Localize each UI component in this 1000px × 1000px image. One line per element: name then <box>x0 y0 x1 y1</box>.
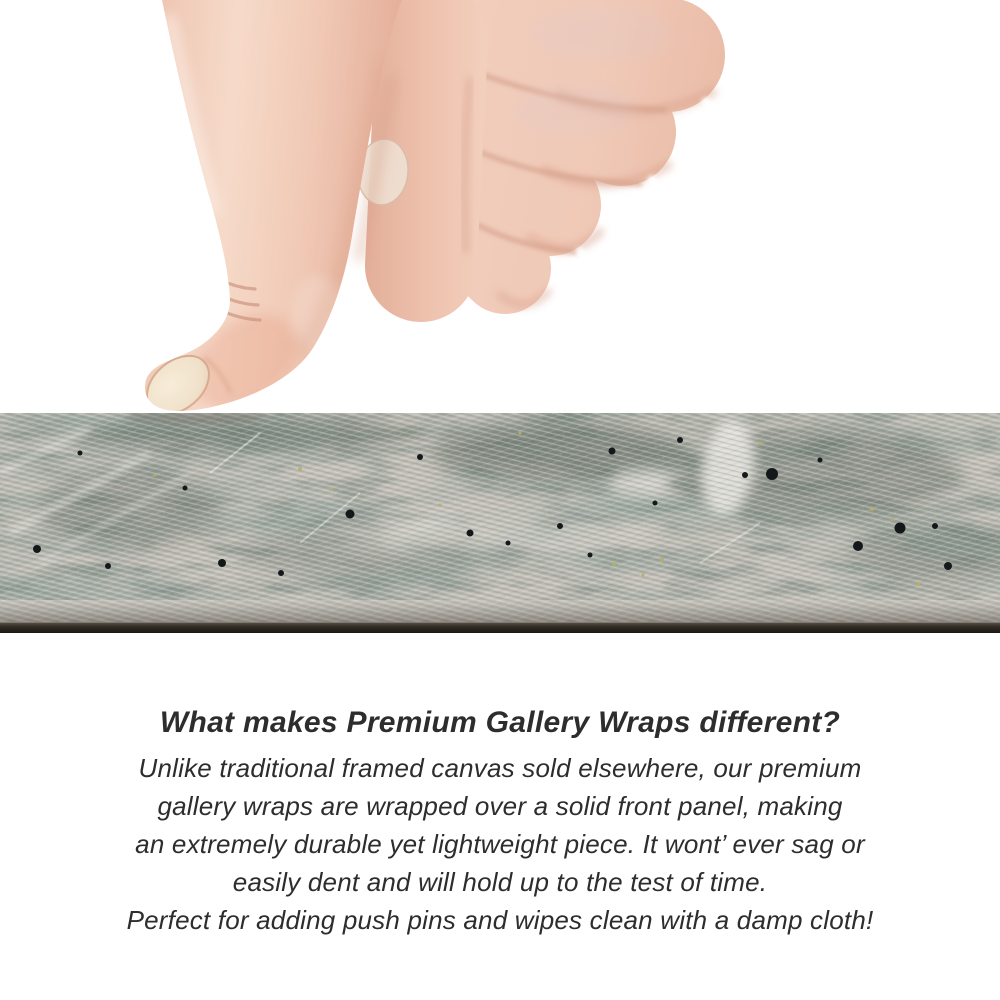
weave-layer-2 <box>0 413 1000 622</box>
caption-block <box>0 706 1000 939</box>
caption-line-3: an extremely durable yet lightweight piece. It wont’ ever sag or <box>135 829 865 859</box>
hand-photo <box>0 0 1000 416</box>
index-finger-body <box>421 40 432 266</box>
panel-edge-shading <box>0 622 1000 633</box>
thumb-sheen <box>292 275 344 355</box>
thumb <box>136 0 402 416</box>
canvas-strip <box>0 413 1000 633</box>
caption-line-2: gallery wraps are wrapped over a solid front panel, making <box>157 791 843 821</box>
caption-line-4: easily dent and will hold up to the test of time. <box>232 867 768 897</box>
curled-fingers <box>462 6 719 304</box>
caption-line-5: Perfect for adding push pins and wipes clean with a damp cloth! <box>126 905 874 935</box>
caption-heading: What makes Premium Gallery Wraps different? <box>159 706 841 739</box>
caption-line-1: Unlike traditional framed canvas sold elsewhere, our premium <box>138 753 862 783</box>
bevel-shading <box>0 600 1000 622</box>
